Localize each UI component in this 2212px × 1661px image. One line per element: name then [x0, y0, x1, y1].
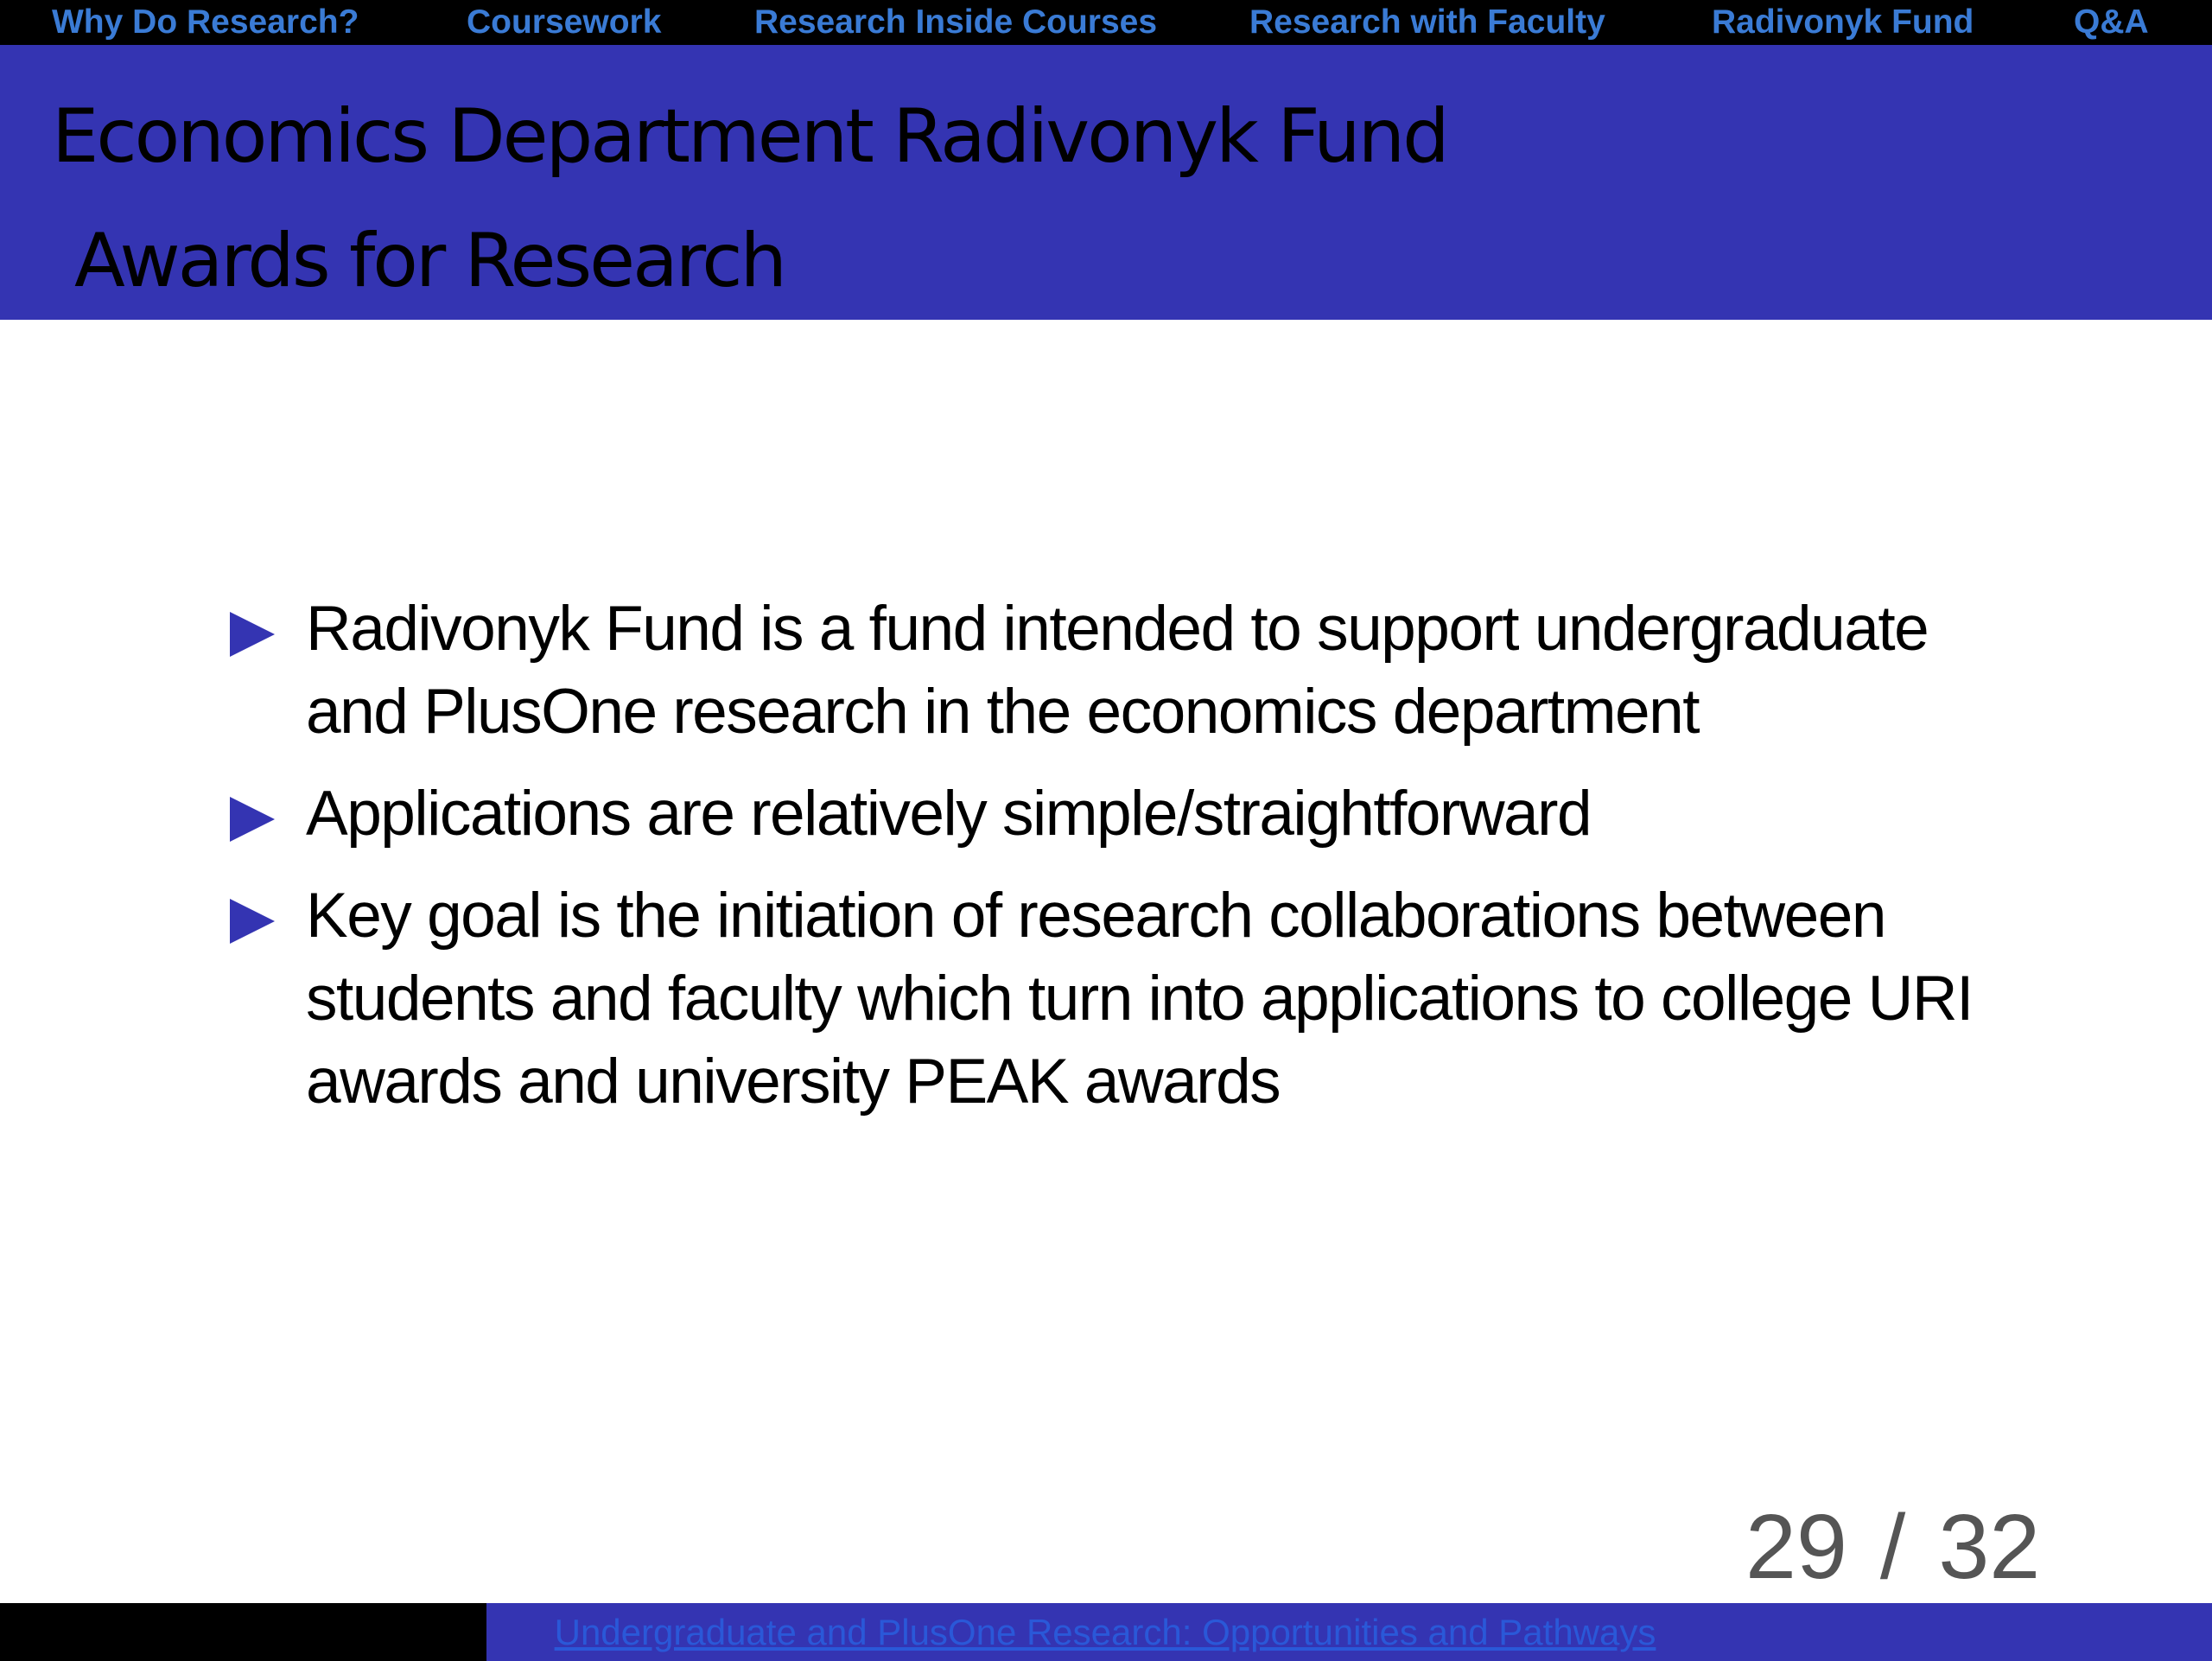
nav-item-qa[interactable]: Q&A [2074, 3, 2149, 41]
footer-left-segment [0, 1603, 486, 1661]
footer-presentation-title-link[interactable]: Undergraduate and PlusOne Research: Opportunities and Pathways [554, 1612, 1656, 1652]
footer-title-segment [486, 1603, 1724, 1661]
slide-title-line-1: Economics Department Radivonyk Fund [52, 93, 1447, 180]
bullet-text: Applications are relatively simple/straightforward [306, 779, 1592, 849]
page-current: 29 [1745, 1496, 1847, 1598]
section-nav-bar [0, 0, 2212, 45]
slide-title-line-2: Awards for Research [74, 218, 785, 304]
page-separator: / [1879, 1496, 1906, 1598]
bullet-triangle-icon [230, 899, 275, 944]
bullet-triangle-icon [230, 797, 275, 842]
bullet-text: Key goal is the initiation of research collaborations between students and faculty which turn into applications to college URI awards and university PEAK awards [306, 881, 1973, 1117]
bullet-item [225, 875, 2039, 1123]
footer-right-segment [1724, 1603, 2212, 1661]
nav-item-coursework[interactable]: Coursework [467, 3, 662, 41]
page-total: 32 [1938, 1496, 2041, 1598]
slide-title-band [0, 45, 2212, 320]
bullet-item [225, 588, 2039, 754]
bullet-item [225, 773, 2039, 856]
footer-bar [0, 1603, 2212, 1661]
bullet-list [225, 588, 2039, 1142]
nav-item-research-inside-courses[interactable]: Research Inside Courses [754, 3, 1158, 41]
nav-item-radivonyk-fund[interactable]: Radivonyk Fund [1712, 3, 1974, 41]
nav-item-why-do-research[interactable]: Why Do Research? [52, 3, 359, 41]
nav-item-research-with-faculty[interactable]: Research with Faculty [1249, 3, 1605, 41]
bullet-text: Radivonyk Fund is a fund intended to support undergraduate and PlusOne research in the economics department [306, 594, 1929, 747]
page-counter [1745, 1495, 2040, 1599]
bullet-triangle-icon [230, 612, 275, 657]
